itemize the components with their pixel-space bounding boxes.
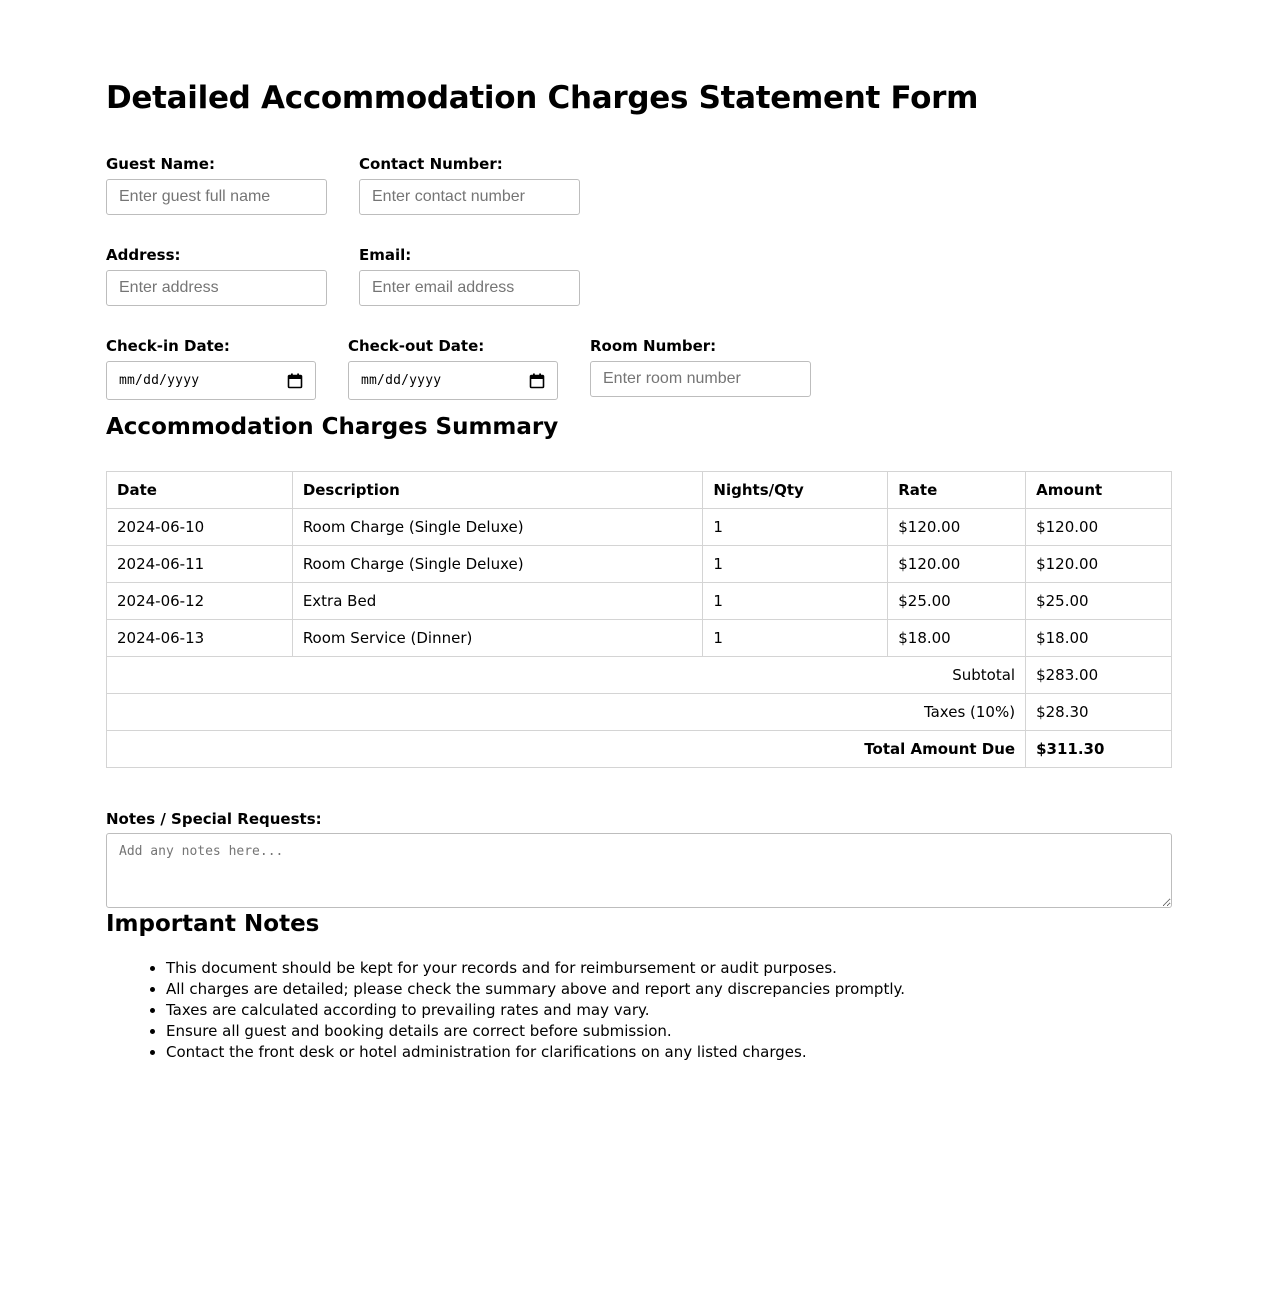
cell-qty: 1 xyxy=(703,583,888,620)
taxes-label: Taxes (10%) xyxy=(107,694,1026,731)
taxes-row xyxy=(107,694,1172,731)
calendar-icon[interactable] xyxy=(529,373,545,389)
contact-number-label: Contact Number: xyxy=(359,155,503,173)
cell-amount: $120.00 xyxy=(1026,509,1172,546)
table-row xyxy=(107,509,1172,546)
column-header-rate: Rate xyxy=(888,472,1026,509)
list-item: • Taxes are calculated according to prevailing rates and may vary. xyxy=(166,1000,1172,1021)
total-row xyxy=(107,731,1172,768)
check-in-label: Check-in Date: xyxy=(106,337,230,355)
cell-rate: $25.00 xyxy=(888,583,1026,620)
cell-rate: $120.00 xyxy=(888,546,1026,583)
table-row xyxy=(107,620,1172,657)
cell-date: 2024-06-12 xyxy=(107,583,293,620)
total-label: Total Amount Due xyxy=(107,731,1026,768)
cell-description: Extra Bed xyxy=(292,583,703,620)
check-out-label: Check-out Date: xyxy=(348,337,485,355)
cell-date: 2024-06-13 xyxy=(107,620,293,657)
charges-table xyxy=(106,471,1172,768)
address-label: Address: xyxy=(106,246,181,264)
email-input[interactable] xyxy=(359,270,580,306)
summary-heading: Accommodation Charges Summary xyxy=(106,414,559,440)
list-item: • Ensure all guest and booking details are correct before submission. xyxy=(166,1021,1172,1042)
column-header-amount: Amount xyxy=(1026,472,1172,509)
notes-textarea[interactable] xyxy=(106,833,1172,908)
list-item: • All charges are detailed; please check the summary above and report any discrepancies promptly. xyxy=(166,979,1172,1000)
cell-amount: $120.00 xyxy=(1026,546,1172,583)
subtotal-row xyxy=(107,657,1172,694)
list-item: • This document should be kept for your records and for reimbursement or audit purposes. xyxy=(166,958,1172,979)
taxes-value: $28.30 xyxy=(1026,694,1172,731)
check-in-date-mask: mm/dd/yyyy xyxy=(119,373,200,388)
list-item: • Contact the front desk or hotel administration for clarifications on any listed charges. xyxy=(166,1042,1172,1063)
check-in-group xyxy=(106,337,230,388)
important-notes-heading: Important Notes xyxy=(106,911,320,937)
check-out-group xyxy=(348,337,485,388)
check-in-date-input[interactable] xyxy=(106,361,316,400)
column-header-description: Description xyxy=(292,472,703,509)
guest-name-label: Guest Name: xyxy=(106,155,215,173)
cell-qty: 1 xyxy=(703,509,888,546)
cell-rate: $120.00 xyxy=(888,509,1026,546)
cell-date: 2024-06-11 xyxy=(107,546,293,583)
subtotal-value: $283.00 xyxy=(1026,657,1172,694)
address-input[interactable] xyxy=(106,270,327,306)
guest-name-input[interactable] xyxy=(106,179,327,215)
total-value: $311.30 xyxy=(1026,731,1172,768)
cell-amount: $18.00 xyxy=(1026,620,1172,657)
room-number-label: Room Number: xyxy=(590,337,717,355)
cell-rate: $18.00 xyxy=(888,620,1026,657)
room-number-input[interactable] xyxy=(590,361,811,397)
cell-description: Room Service (Dinner) xyxy=(292,620,703,657)
calendar-icon[interactable] xyxy=(287,373,303,389)
page-title: Detailed Accommodation Charges Statement Form xyxy=(106,80,979,116)
check-out-date-mask: mm/dd/yyyy xyxy=(361,373,442,388)
guest-name-group xyxy=(106,155,215,173)
notes-label: Notes / Special Requests: xyxy=(106,810,322,828)
cell-amount: $25.00 xyxy=(1026,583,1172,620)
subtotal-label: Subtotal xyxy=(107,657,1026,694)
contact-number-group xyxy=(359,155,503,173)
cell-qty: 1 xyxy=(703,546,888,583)
email-label: Email: xyxy=(359,246,412,264)
important-notes-list xyxy=(106,958,1172,1063)
cell-description: Room Charge (Single Deluxe) xyxy=(292,509,703,546)
cell-qty: 1 xyxy=(703,620,888,657)
contact-number-input[interactable] xyxy=(359,179,580,215)
room-number-group xyxy=(590,337,716,355)
cell-date: 2024-06-10 xyxy=(107,509,293,546)
address-group xyxy=(106,246,181,264)
table-row xyxy=(107,546,1172,583)
table-row xyxy=(107,583,1172,620)
email-group xyxy=(359,246,411,264)
table-header-row xyxy=(107,472,1172,509)
cell-description: Room Charge (Single Deluxe) xyxy=(292,546,703,583)
column-header-date: Date xyxy=(107,472,293,509)
check-out-date-input[interactable] xyxy=(348,361,558,400)
column-header-qty: Nights/Qty xyxy=(703,472,888,509)
